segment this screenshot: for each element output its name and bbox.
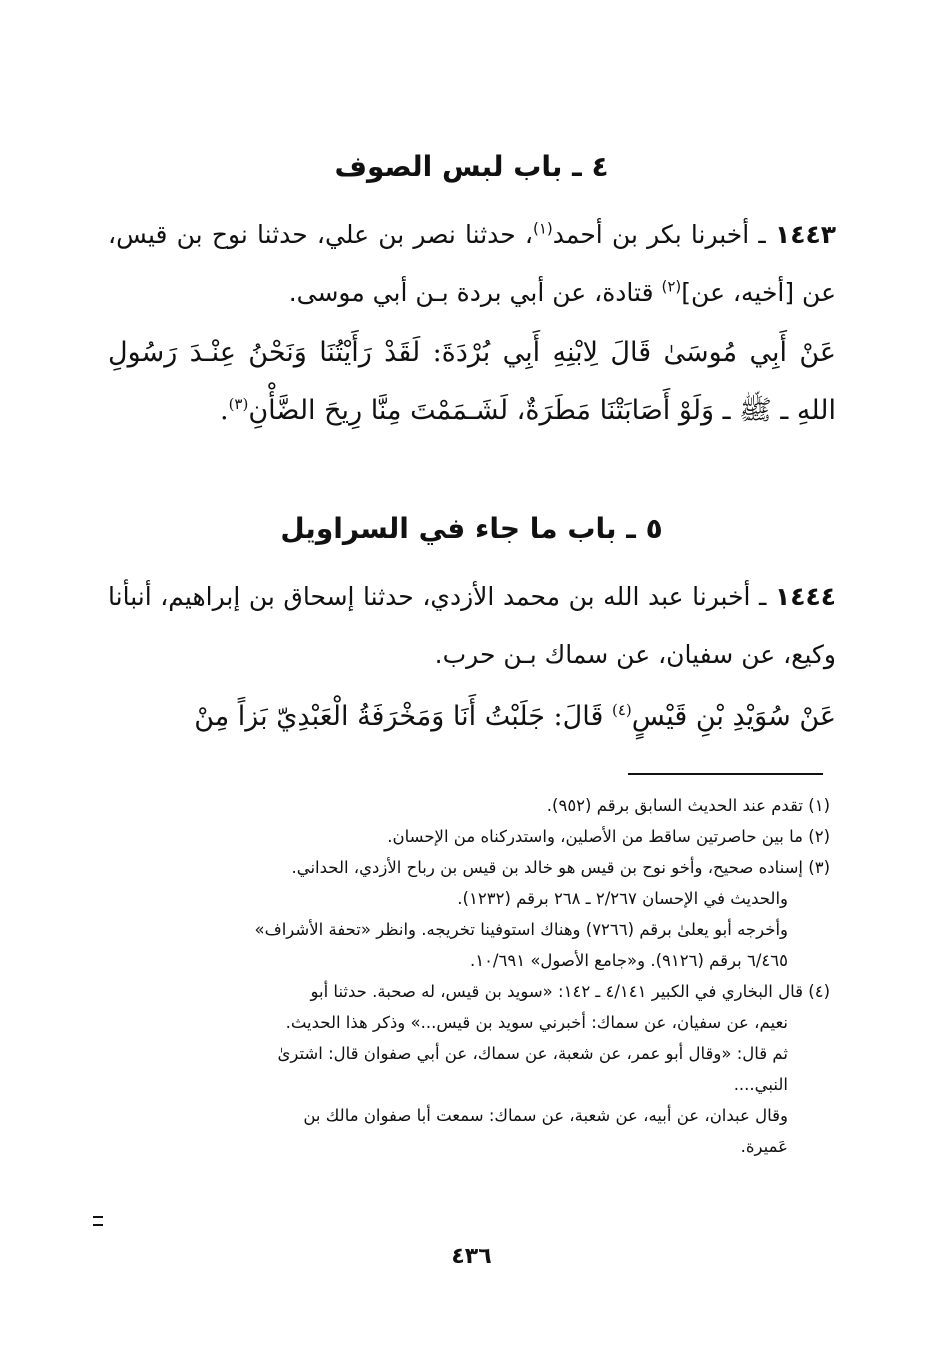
footnote-4-continued <box>108 1038 830 1100</box>
footnote-ref[interactable]: (٢) <box>661 277 682 296</box>
isnad-text: ـ أخبرنا بكر بن أحمد <box>552 220 775 249</box>
footnotes <box>108 790 830 1162</box>
footnote-line: النبي.... <box>733 1075 788 1094</box>
footnote-3-continued <box>108 914 830 976</box>
footnote-2 <box>108 821 830 852</box>
footnote-ref[interactable]: (٤) <box>612 701 632 719</box>
chapter-title-5: ٥ ـ باب ما جاء في السراويل <box>280 512 663 545</box>
footnote-line: (٤) قال البخاري في الكبير ٤/١٤١ ـ ١٤٢: «سويد بن قيس، له صحبة. حدثنا أبو <box>310 982 830 1001</box>
footnote-line: وأخرجه أبو يعلىٰ برقم (٧٢٦٦) وهناك استوفينا تخريجه. وانظر «تحفة الأشراف» <box>254 920 788 939</box>
hadith-1444-isnad <box>108 568 836 684</box>
hadith-1443-isnad <box>108 206 836 322</box>
footnote-separator <box>628 773 823 775</box>
footnote-line: ٦/٤٦٥ برقم (٩١٢٦). و«جامع الأصول» ١٠/٦٩١. <box>469 951 788 970</box>
margin-mark <box>93 1216 103 1226</box>
hadith-number: ١٤٤٤ <box>774 582 836 611</box>
footnote-4 <box>108 976 830 1038</box>
page-number: ٤٣٦ <box>451 1244 492 1269</box>
footnote-4-continued <box>108 1100 830 1162</box>
matn-text: قَالَ: جَلَبْتُ أَنَا وَمَخْرَفَةُ الْعَبْدِيّ بَزاً مِنْ <box>194 701 612 732</box>
matn-text: عَنْ أَبِي مُوسَىٰ قَالَ لِابْنِهِ أَبِي بُرْدَةَ: لَقَدْ رَأَيْتُنَا وَنَحْنُ عِنْـدَ رَسُولِ اللهِ ـ ﷺ ـ وَلَوْ أَصَابَتْنَا مَطَرَةٌ، لَشَـمَمْتَ مِنَّا رِيحَ الضَّأْنِ <box>108 337 836 426</box>
footnote-1 <box>108 790 830 821</box>
footnote-3 <box>108 852 830 914</box>
isnad-text: ، حدثنا نصر بن علي، حدثنا نوح بن قيس، عن [أخيه، عن] <box>108 220 836 307</box>
footnote-line: (٣) إسناده صحيح، وأخو نوح بن قيس هو خالد بن قيس بن رباح الأزدي، الحداني. <box>291 858 830 877</box>
chapter-title-4: ٤ ـ باب لبس الصوف <box>334 150 609 183</box>
footnote-line: (١) تقدم عند الحديث السابق برقم (٩٥٢). <box>546 796 830 815</box>
hadith-number: ١٤٤٣ <box>774 220 836 249</box>
footnote-line: وقال عبدان، عن أبيه، عن شعبة، عن سماك: سمعت أبا صفوان مالك بن <box>303 1106 788 1125</box>
footnote-ref[interactable]: (١) <box>533 219 553 238</box>
footnote-line: والحديث في الإحسان ٢/٢٦٧ ـ ٢٦٨ برقم (١٢٣٢). <box>457 889 788 908</box>
matn-end: . <box>219 395 229 426</box>
footnote-line: ثم قال: «وقال أبو عمر، عن شعبة، عن سماك، عن أبي صفوان قال: اشترىٰ <box>277 1044 788 1063</box>
hadith-1443-matn <box>108 324 836 440</box>
footnote-line: نعيم، عن سفيان، عن سماك: أخبرني سويد بن قيس...» وذكر هذا الحديث. <box>285 1013 788 1032</box>
footnote-line: (٢) ما بين حاصرتين ساقط من الأصلين، واستدركناه من الإحسان. <box>387 827 830 846</box>
footnote-line: عَميرة. <box>740 1137 788 1156</box>
footnote-ref[interactable]: (٣) <box>228 395 249 413</box>
hadith-1444-matn <box>108 688 836 746</box>
isnad-text: ـ أخبرنا عبد الله بن محمد الأزدي، حدثنا إسحاق بن إبراهيم، أنبأنا وكيع، عن سفيان، عن سماك بـن حرب. <box>108 582 836 669</box>
matn-text: عَنْ سُوَيْدِ بْنِ قَيْسٍ <box>631 701 836 732</box>
isnad-text: قتادة، عن أبي بردة بـن أبي موسى. <box>288 278 662 307</box>
